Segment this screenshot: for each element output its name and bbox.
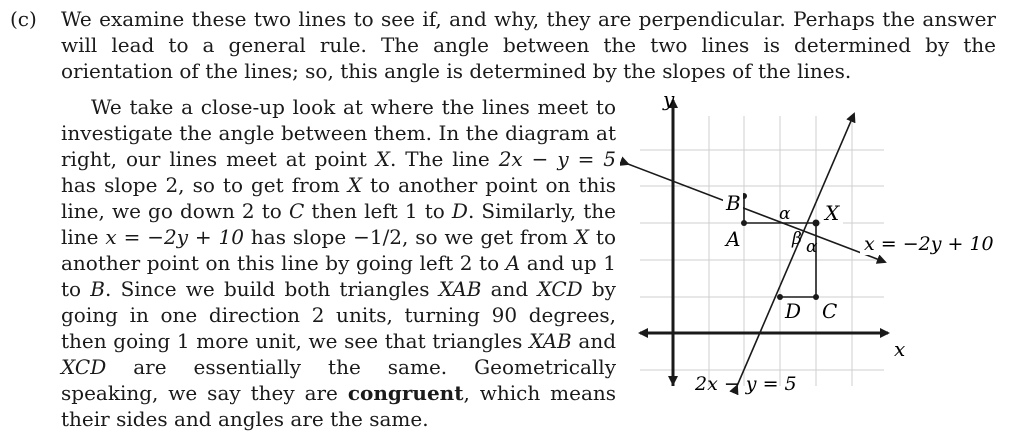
body-text-segment: has slope 2, so to get from	[61, 173, 348, 197]
body-text-segment: to another point on this line, we go down 2 to	[61, 173, 616, 223]
body-text-segment: and	[571, 329, 617, 353]
point-a-label: A	[726, 227, 741, 251]
body-text-segment: by going in one direction 2 units, turning 90 degrees, then going 1 more unit, we see that triangles	[61, 277, 616, 353]
point-ref-x: X	[347, 173, 362, 197]
point-b-label: B	[726, 191, 741, 215]
line-2x-minus-y-eq-5	[737, 114, 854, 386]
body-text-segment: and up 1 to	[61, 251, 616, 301]
body-text-segment: and	[481, 277, 538, 301]
body-text-segment: , which means their sides and angles are the same.	[61, 381, 617, 431]
angle-beta: β	[792, 229, 802, 249]
perpendicular-lines-diagram	[620, 86, 1005, 404]
equation-line-2x-y-5: 2x − y = 5	[498, 147, 616, 171]
point-ref-a: A	[505, 251, 521, 275]
point-ref-x: X	[574, 225, 590, 249]
term-congruent: congruent	[347, 381, 464, 405]
equation-line-x-2y-10: x = −2y + 10	[105, 225, 244, 249]
point-x-dot	[813, 220, 820, 227]
triangle-ref-xcd: XCD	[537, 277, 583, 301]
body-text-segment: . Since we build both triangles	[105, 277, 439, 301]
body-text-segment: . Similarly, the line	[61, 199, 616, 249]
y-axis-label: y	[663, 87, 675, 111]
body-text-segment: to another point on this line by going left 2 to	[61, 225, 616, 275]
point-ref-d: D	[451, 199, 468, 223]
point-c-label: C	[822, 299, 838, 323]
point-d-label: D	[785, 299, 802, 323]
body-text-segment: are essentially the same. Geometrically speaking, we say they are	[61, 355, 616, 405]
body-text-segment: . The line	[389, 147, 499, 171]
line-x-eq-neg2y-plus-10	[628, 164, 885, 262]
body-text-segment: has slope −1/2, so we get from	[244, 225, 575, 249]
point-c-dot	[813, 294, 819, 300]
grid	[640, 116, 884, 386]
line-label-2x-minus-y-eq-5: 2x − y = 5	[695, 373, 797, 395]
point-a-dot	[741, 220, 747, 226]
x-axis-label: x	[894, 337, 906, 361]
intro-paragraph: We examine these two lines to see if, and why, they are perpendicular. Perhaps the answer will lead to a general rule. The angle between the two lines is determined by the orientation of the lines; so, this angle is determined by the slopes of the lines.	[61, 7, 996, 83]
triangle-ref-xcd: XCD	[61, 355, 107, 379]
point-ref-b: B	[90, 277, 105, 301]
triangle-ref-xab: XAB	[438, 277, 482, 301]
line-label-x-eq-neg2y-plus-10: x = −2y + 10	[864, 233, 994, 255]
angle-alpha-lower: α	[806, 237, 818, 257]
point-ref-c: C	[288, 199, 305, 223]
body-text-segment: We take a close-up look at where the lines meet to investigate the angle between them. In the diagram at right, our lines meet at point	[61, 95, 616, 171]
body-paragraph	[61, 94, 616, 432]
part-label: (c)	[10, 7, 37, 31]
point-x-label: X	[825, 201, 840, 225]
angle-alpha-upper: α	[779, 204, 791, 224]
triangle-ref-xab: XAB	[529, 329, 572, 353]
point-ref-x: X	[375, 147, 390, 171]
body-text-segment: then left 1 to	[304, 199, 452, 223]
